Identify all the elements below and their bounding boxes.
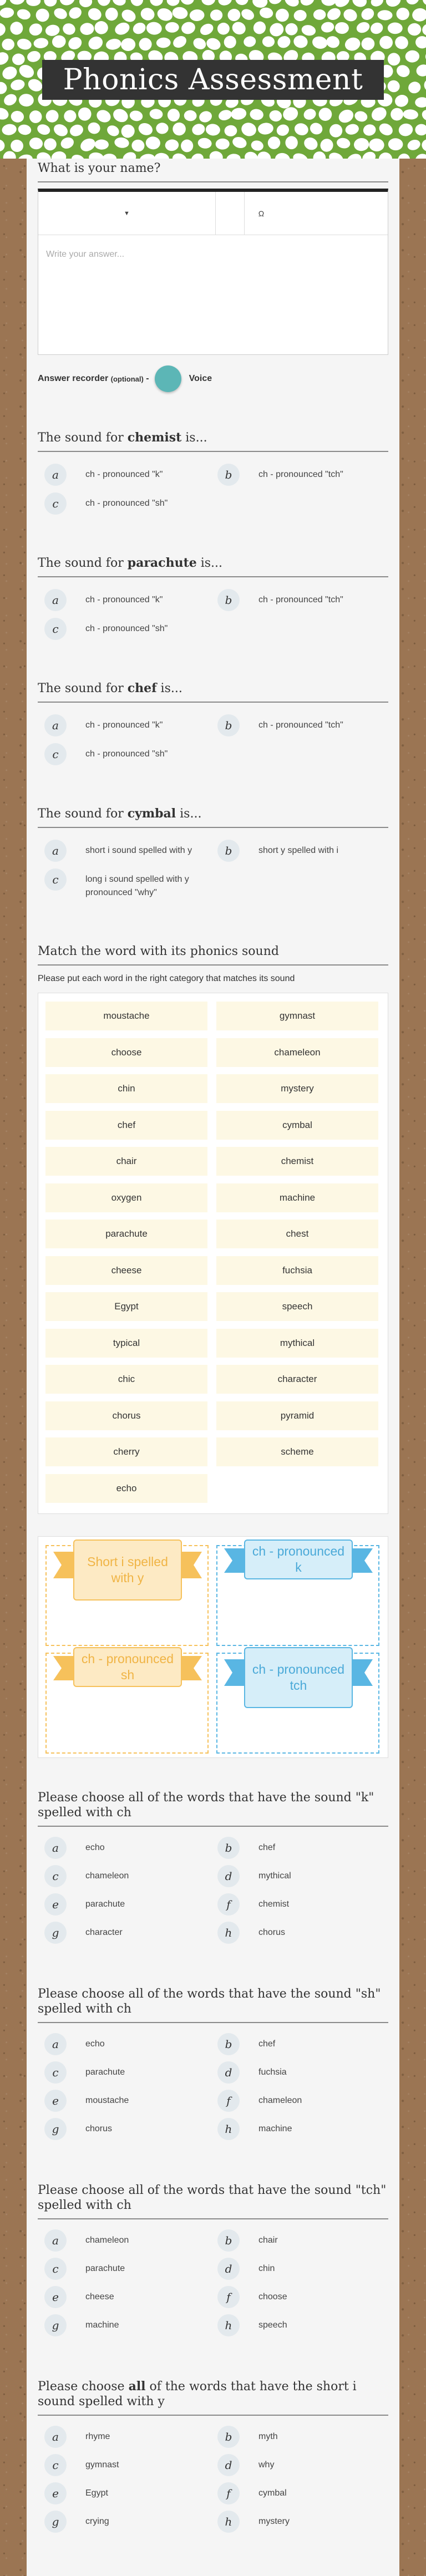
option-text: ch - pronounced "sh" bbox=[85, 624, 168, 633]
option-text: chef bbox=[258, 1843, 276, 1852]
draggable-word[interactable]: chair bbox=[45, 1147, 207, 1176]
option-letter: c bbox=[44, 492, 67, 515]
draggable-word[interactable]: cheese bbox=[45, 1256, 207, 1285]
question-prefix: The sound for bbox=[38, 431, 128, 445]
option-text: mythical bbox=[258, 1871, 291, 1881]
question-prefix: Please choose bbox=[38, 2380, 129, 2394]
recorder-label: Answer recorder bbox=[38, 374, 109, 383]
header-banner bbox=[0, 0, 426, 159]
question-prefix: The sound for bbox=[38, 682, 128, 695]
draggable-word[interactable]: chemist bbox=[216, 1147, 378, 1176]
option-text: ch - pronounced "k" bbox=[85, 595, 163, 604]
option-text: character bbox=[85, 1928, 123, 1937]
draggable-word[interactable]: Egypt bbox=[45, 1292, 207, 1321]
question-keyword: parachute bbox=[127, 556, 197, 570]
category-drop-zone[interactable] bbox=[216, 1653, 379, 1754]
match-instruction: Please put each word in the right category that matches its sound bbox=[38, 974, 295, 983]
option-text: myth bbox=[258, 2432, 278, 2441]
option-text: machine bbox=[258, 2124, 292, 2133]
option-text: fuchsia bbox=[258, 2067, 287, 2077]
option-text: cheese bbox=[85, 2292, 114, 2301]
option-letter: b bbox=[217, 2033, 240, 2055]
draggable-word[interactable]: gymnast bbox=[216, 1002, 378, 1030]
option-text: ch - pronounced "sh" bbox=[85, 749, 168, 759]
draggable-word[interactable]: scheme bbox=[216, 1437, 378, 1466]
answer-option[interactable] bbox=[217, 2090, 381, 2112]
option-letter: a bbox=[44, 464, 67, 486]
category-label: ch - pronounced k bbox=[244, 1539, 353, 1579]
answer-option[interactable] bbox=[217, 1893, 381, 1916]
option-letter: d bbox=[217, 2454, 240, 2476]
answer-option[interactable] bbox=[217, 2454, 381, 2476]
draggable-word[interactable]: echo bbox=[45, 1474, 207, 1503]
option-text: mystery bbox=[258, 2517, 290, 2526]
option-text: gymnast bbox=[85, 2460, 119, 2470]
category-ribbon bbox=[73, 1539, 182, 1601]
option-text: rhyme bbox=[85, 2432, 110, 2441]
draggable-word[interactable]: speech bbox=[216, 1292, 378, 1321]
answer-option[interactable] bbox=[217, 2482, 381, 2504]
answer-option[interactable] bbox=[217, 2511, 381, 2533]
answer-recorder bbox=[38, 365, 212, 393]
question-title bbox=[38, 681, 388, 703]
question-title bbox=[38, 1790, 388, 1827]
omega-icon: Ω bbox=[258, 209, 265, 218]
answer-option[interactable] bbox=[217, 714, 381, 736]
draggable-word[interactable]: chic bbox=[45, 1365, 207, 1394]
format-dropdown[interactable] bbox=[38, 192, 216, 235]
answer-option[interactable] bbox=[44, 2426, 207, 2448]
question-title bbox=[38, 556, 388, 577]
draggable-word[interactable]: typical bbox=[45, 1329, 207, 1358]
option-letter: a bbox=[44, 2426, 67, 2448]
answer-option[interactable] bbox=[44, 2061, 207, 2084]
option-text: moustache bbox=[85, 2096, 129, 2105]
question-keyword: chemist bbox=[127, 430, 182, 445]
answer-option[interactable] bbox=[217, 2033, 381, 2055]
option-letter: e bbox=[44, 1893, 67, 1916]
draggable-word[interactable]: chest bbox=[216, 1220, 378, 1248]
answer-option[interactable] bbox=[217, 589, 381, 611]
draggable-word[interactable]: mythical bbox=[216, 1329, 378, 1358]
draggable-word[interactable]: fuchsia bbox=[216, 1256, 378, 1285]
option-letter: b bbox=[217, 2426, 240, 2448]
category-ribbon bbox=[244, 1647, 353, 1708]
question-keyword: cymbal bbox=[127, 806, 176, 821]
answer-option[interactable] bbox=[44, 2454, 207, 2476]
answer-option[interactable] bbox=[44, 743, 207, 765]
option-letter: e bbox=[44, 2286, 67, 2308]
question-suffix: is... bbox=[156, 682, 182, 695]
answer-option[interactable] bbox=[44, 618, 207, 640]
option-text: ch - pronounced "tch" bbox=[258, 720, 343, 730]
option-letter: c bbox=[44, 2454, 67, 2476]
option-letter: c bbox=[44, 2061, 67, 2084]
option-text: ch - pronounced "k" bbox=[85, 720, 163, 730]
option-letter: c bbox=[44, 618, 67, 640]
voice-record-button[interactable] bbox=[155, 365, 181, 392]
option-letter: f bbox=[217, 1893, 240, 1916]
option-letter: a bbox=[44, 2229, 67, 2252]
answer-option[interactable] bbox=[217, 2286, 381, 2308]
option-text: ch - pronounced "tch" bbox=[258, 595, 343, 604]
option-letter: g bbox=[44, 1922, 67, 1944]
option-text: why bbox=[258, 2460, 275, 2470]
category-ribbon bbox=[73, 1647, 182, 1687]
question-prefix: Please choose all of the words that have the sound "tch" spelled with ch bbox=[38, 2183, 387, 2212]
category-drop-zone[interactable] bbox=[45, 1545, 209, 1646]
answer-option[interactable] bbox=[44, 2090, 207, 2112]
draggable-word[interactable]: cymbal bbox=[216, 1111, 378, 1140]
option-text: chameleon bbox=[258, 2096, 302, 2105]
word-bank bbox=[38, 993, 388, 1514]
option-text: crying bbox=[85, 2517, 109, 2526]
option-letter: a bbox=[44, 1837, 67, 1859]
answer-option[interactable] bbox=[217, 1922, 381, 1944]
option-letter: f bbox=[217, 2286, 240, 2308]
draggable-word[interactable]: chef bbox=[45, 1111, 207, 1140]
category-drop-zone[interactable] bbox=[216, 1545, 379, 1646]
question-title bbox=[38, 806, 388, 828]
option-letter: d bbox=[217, 2258, 240, 2280]
answer-option[interactable] bbox=[44, 2118, 207, 2140]
option-text: parachute bbox=[85, 2067, 125, 2077]
option-text: parachute bbox=[85, 2264, 125, 2273]
question-prefix: The sound for bbox=[38, 807, 128, 821]
option-letter: c bbox=[44, 1865, 67, 1887]
option-letter: a bbox=[44, 2033, 67, 2055]
caret-down-icon: ▼ bbox=[124, 210, 130, 217]
draggable-word[interactable]: chin bbox=[45, 1074, 207, 1103]
option-text: chin bbox=[258, 2264, 275, 2273]
answer-option[interactable] bbox=[44, 2511, 207, 2533]
option-letter: b bbox=[217, 589, 240, 611]
question-title bbox=[38, 430, 388, 452]
option-text: chameleon bbox=[85, 2235, 129, 2245]
answer-option[interactable] bbox=[217, 2426, 381, 2448]
answer-option[interactable] bbox=[217, 2258, 381, 2280]
option-letter: h bbox=[217, 2511, 240, 2533]
draggable-word[interactable]: cherry bbox=[45, 1437, 207, 1466]
option-letter: b bbox=[217, 714, 240, 736]
answer-option[interactable] bbox=[44, 1865, 207, 1887]
option-text: Egypt bbox=[85, 2488, 108, 2498]
question-prefix: Please choose all of the words that have the sound "k" spelled with ch bbox=[38, 1791, 374, 1820]
answer-option[interactable] bbox=[44, 492, 207, 515]
answer-option[interactable] bbox=[44, 464, 207, 486]
option-letter: a bbox=[44, 714, 67, 736]
option-letter: c bbox=[44, 743, 67, 765]
option-text: chemist bbox=[258, 1899, 290, 1909]
answer-option[interactable] bbox=[44, 2286, 207, 2308]
question-suffix: is... bbox=[181, 431, 207, 445]
option-letter: a bbox=[44, 840, 67, 862]
option-text: chorus bbox=[258, 1928, 286, 1937]
option-letter: g bbox=[44, 2314, 67, 2336]
question-suffix: is... bbox=[196, 556, 223, 570]
voice-label: Voice bbox=[189, 374, 212, 383]
option-letter: b bbox=[217, 1837, 240, 1859]
option-text: machine bbox=[85, 2320, 119, 2330]
answer-option[interactable] bbox=[217, 464, 381, 486]
option-letter: h bbox=[217, 1922, 240, 1944]
answer-option[interactable] bbox=[44, 2482, 207, 2504]
answer-option[interactable] bbox=[44, 2033, 207, 2055]
question-suffix: of the words that have the short i sound spelled with y bbox=[38, 2380, 357, 2409]
draggable-word[interactable]: parachute bbox=[45, 1220, 207, 1248]
answer-option[interactable] bbox=[217, 2118, 381, 2140]
category-label: ch - pronounced tch bbox=[244, 1647, 353, 1708]
option-text: choose bbox=[258, 2292, 287, 2301]
option-text: ch - pronounced "tch" bbox=[258, 470, 343, 479]
draggable-word[interactable]: moustache bbox=[45, 1002, 207, 1030]
option-letter: d bbox=[217, 2061, 240, 2084]
category-drop-zone[interactable] bbox=[45, 1653, 209, 1754]
option-letter: g bbox=[44, 2511, 67, 2533]
category-ribbon bbox=[244, 1539, 353, 1579]
draggable-word[interactable]: chorus bbox=[45, 1401, 207, 1430]
option-letter: a bbox=[44, 589, 67, 611]
option-text: chef bbox=[258, 2039, 276, 2049]
answer-option[interactable] bbox=[44, 2229, 207, 2252]
recorder-optional: (optional) bbox=[110, 374, 144, 383]
question-title bbox=[38, 2183, 388, 2219]
option-text: long i sound spelled with y pronounced "why" bbox=[85, 875, 189, 897]
option-letter: e bbox=[44, 2090, 67, 2112]
title-box bbox=[42, 60, 384, 100]
option-letter: b bbox=[217, 464, 240, 486]
answer-option[interactable] bbox=[217, 2061, 381, 2084]
answer-option[interactable] bbox=[217, 2229, 381, 2252]
option-text: chameleon bbox=[85, 1871, 129, 1881]
page-title: Phonics Assessment bbox=[63, 63, 363, 96]
name-answer-box[interactable] bbox=[38, 189, 388, 355]
answer-option[interactable] bbox=[217, 1837, 381, 1859]
option-text: chair bbox=[258, 2235, 278, 2245]
option-letter: e bbox=[44, 2482, 67, 2504]
answer-option[interactable] bbox=[44, 2258, 207, 2280]
draggable-word[interactable]: machine bbox=[216, 1183, 378, 1212]
toolbar-spacer bbox=[216, 192, 245, 235]
option-letter: g bbox=[44, 2118, 67, 2140]
answer-option[interactable] bbox=[44, 1893, 207, 1916]
answer-option[interactable] bbox=[44, 868, 207, 900]
question-title bbox=[38, 1986, 388, 2023]
answer-option[interactable] bbox=[44, 2314, 207, 2336]
option-text: echo bbox=[85, 1843, 105, 1852]
option-letter: h bbox=[217, 2118, 240, 2140]
question-suffix: is... bbox=[176, 807, 202, 821]
answer-option[interactable] bbox=[217, 2314, 381, 2336]
draggable-word[interactable]: character bbox=[216, 1365, 378, 1394]
option-text: ch - pronounced "k" bbox=[85, 470, 163, 479]
answer-toolbar bbox=[38, 192, 388, 235]
option-text: chorus bbox=[85, 2124, 113, 2133]
option-text: speech bbox=[258, 2320, 287, 2330]
answer-option[interactable] bbox=[44, 714, 207, 736]
option-letter: c bbox=[44, 2258, 67, 2280]
option-text: short i sound spelled with y bbox=[85, 846, 192, 855]
answer-placeholder: Write your answer... bbox=[46, 250, 125, 259]
question-title bbox=[38, 2379, 388, 2416]
option-letter: c bbox=[44, 868, 67, 891]
draggable-word[interactable]: choose bbox=[45, 1038, 207, 1067]
draggable-word[interactable]: mystery bbox=[216, 1074, 378, 1103]
category-label: Short i spelled with y bbox=[73, 1539, 182, 1601]
option-letter: b bbox=[217, 2229, 240, 2252]
question-keyword: chef bbox=[127, 681, 157, 695]
question-keyword: all bbox=[128, 2379, 146, 2394]
answer-option[interactable] bbox=[44, 589, 207, 611]
question-prefix: Please choose all of the words that have the sound "sh" spelled with ch bbox=[38, 1987, 381, 2016]
name-question-title: What is your name? bbox=[38, 161, 388, 182]
answer-option[interactable] bbox=[44, 840, 207, 862]
match-title: Match the word with its phonics sound bbox=[38, 944, 388, 966]
recorder-dash: - bbox=[146, 374, 149, 383]
option-text: parachute bbox=[85, 1899, 125, 1909]
answer-option[interactable] bbox=[217, 1865, 381, 1887]
option-letter: f bbox=[217, 2090, 240, 2112]
question-prefix: The sound for bbox=[38, 556, 128, 570]
option-text: echo bbox=[85, 2039, 105, 2049]
category-label: ch - pronounced sh bbox=[73, 1647, 182, 1687]
draggable-word[interactable]: pyramid bbox=[216, 1401, 378, 1430]
answer-option[interactable] bbox=[217, 840, 381, 862]
option-letter: b bbox=[217, 840, 240, 862]
option-letter: f bbox=[217, 2482, 240, 2504]
omega-button[interactable] bbox=[245, 192, 278, 235]
draggable-word[interactable]: oxygen bbox=[45, 1183, 207, 1212]
answer-option[interactable] bbox=[44, 1922, 207, 1944]
option-text: short y spelled with i bbox=[258, 846, 339, 855]
option-text: ch - pronounced "sh" bbox=[85, 499, 168, 508]
option-letter: h bbox=[217, 2314, 240, 2336]
draggable-word[interactable]: chameleon bbox=[216, 1038, 378, 1067]
answer-option[interactable] bbox=[44, 1837, 207, 1859]
option-letter: d bbox=[217, 1865, 240, 1887]
option-text: cymbal bbox=[258, 2488, 287, 2498]
